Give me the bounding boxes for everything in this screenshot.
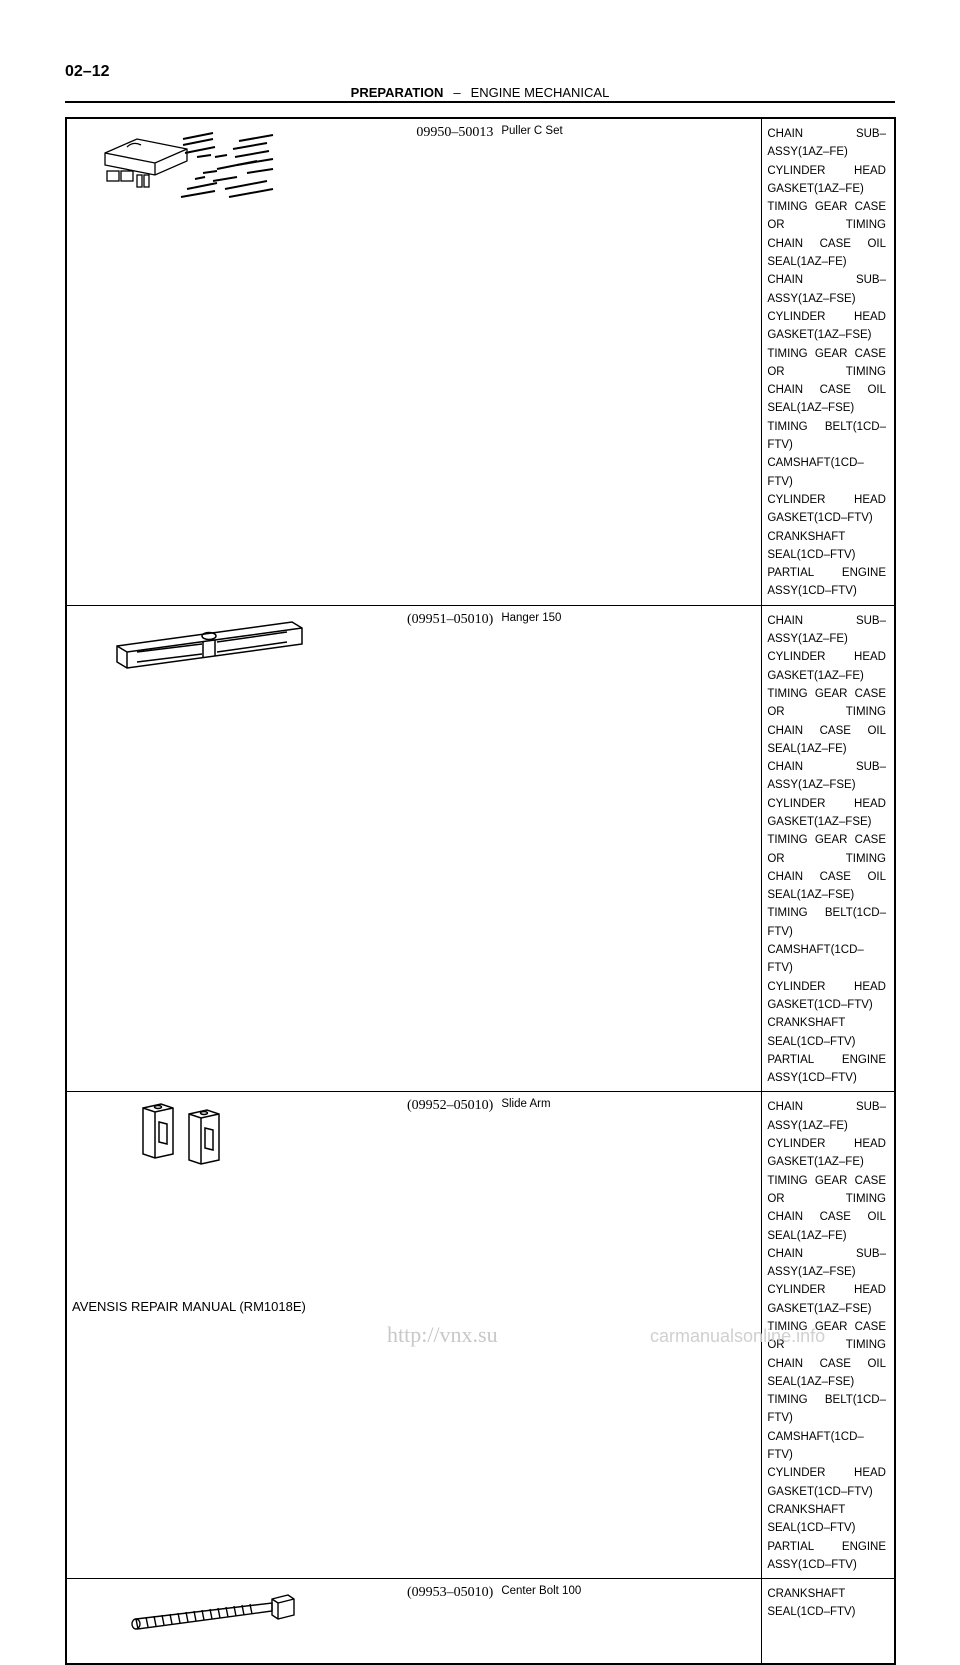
section-title: PREPARATION: [350, 85, 444, 100]
usage-line: GASKET(1CD–FTV): [767, 1485, 873, 1498]
usage-line: CHAIN SUB–ASSY(1AZ–FE): [767, 614, 886, 646]
table-row: [66, 1579, 895, 1664]
center-bolt-icon: [122, 1587, 462, 1647]
tool-usage: [762, 118, 895, 605]
usage-line: CRANKSHAFT SEAL(1CD–FTV): [767, 530, 856, 561]
usage-line: CYLINDER HEAD: [767, 1467, 886, 1480]
usage-line: CAMSHAFT(1CD–FTV): [767, 944, 864, 975]
tool-name: Hanger 150: [501, 605, 762, 1092]
usage-line: GASKET(1AZ–FSE): [767, 1302, 872, 1315]
page-header: [65, 85, 895, 103]
usage-line: CRANKSHAFT SEAL(1CD–FTV): [767, 1503, 856, 1535]
usage-line: CYLINDER HEAD: [767, 310, 886, 323]
usage-line: TIMING BELT(1CD–FTV): [767, 420, 886, 452]
subsection-title: ENGINE MECHANICAL: [470, 85, 610, 100]
slide-arm-icon: [137, 1100, 477, 1170]
part-number: (09951–05010): [407, 605, 501, 1092]
usage-line: CHAIN SUB–ASSY(1AZ–FSE): [767, 1247, 886, 1279]
tool-usage: [762, 1579, 895, 1664]
sst-table: [65, 117, 896, 1665]
usage-line: GASKET(1AZ–FSE): [767, 815, 872, 828]
tool-illustration-cell: [66, 1092, 407, 1579]
tool-usage: [762, 605, 895, 1092]
usage-line: CHAIN SUB–ASSY(1AZ–FE): [767, 128, 886, 159]
usage-line: CYLINDER HEAD GASKET(1AZ–FE): [767, 651, 886, 682]
page-footer: AVENSIS REPAIR MANUAL (RM1018E): [72, 1299, 306, 1314]
usage-line: TIMING BELT(1CD–FTV): [767, 907, 886, 938]
usage-line: CHAIN CASE OIL SEAL(1AZ–FE): [767, 237, 886, 269]
usage-line: PARTIAL ENGINE ASSY(1CD–FTV): [767, 1053, 886, 1085]
usage-line: CHAIN SUB–ASSY(1AZ–FSE): [767, 761, 886, 792]
usage-line: PARTIAL ENGINE ASSY(1CD–FTV): [767, 567, 886, 598]
usage-line: CYLINDER HEAD: [767, 980, 886, 993]
usage-line: TIMING GEAR CASE OR TIMING: [767, 347, 886, 378]
usage-line: CYLINDER HEAD: [767, 797, 886, 810]
usage-line: TIMING GEAR CASE OR TIMING: [767, 687, 886, 719]
watermark-text: carmanualsonline.info: [650, 1326, 826, 1346]
usage-line: CYLINDER HEAD: [767, 493, 886, 506]
usage-line: CHAIN CASE OIL SEAL(1AZ–FSE): [767, 1357, 886, 1388]
usage-line: TIMING GEAR CASE OR TIMING: [767, 1174, 886, 1205]
tool-illustration-cell: [66, 1579, 407, 1664]
puller-set-box-icon: [97, 127, 437, 217]
tool-name: Slide Arm: [501, 1092, 762, 1579]
tool-illustration-cell: [66, 118, 407, 605]
usage-line: CAMSHAFT(1CD–FTV): [767, 457, 864, 488]
tool-name: Center Bolt 100: [501, 1579, 762, 1664]
usage-line: GASKET(1CD–FTV): [767, 512, 873, 525]
usage-line: CHAIN SUB–ASSY(1AZ–FE): [767, 1101, 886, 1132]
usage-line: CAMSHAFT(1CD–FTV): [767, 1430, 864, 1462]
hanger-bar-icon: [107, 618, 447, 688]
tool-illustration-cell: [66, 605, 407, 1092]
usage-line: PARTIAL ENGINE ASSY(1CD–FTV): [767, 1540, 886, 1571]
usage-line: CHAIN CASE OIL SEAL(1AZ–FE): [767, 1211, 886, 1242]
usage-line: CYLINDER HEAD: [767, 1284, 886, 1297]
table-row: [66, 118, 895, 605]
part-number: 09950–50013: [416, 125, 494, 140]
usage-line: GASKET(1CD–FTV): [767, 998, 873, 1011]
usage-line: GASKET(1AZ–FSE): [767, 329, 872, 342]
usage-line: CRANKSHAFT SEAL(1CD–FTV): [767, 1017, 856, 1048]
part-number: (09952–05010): [407, 1092, 501, 1579]
usage-line: CHAIN SUB–ASSY(1AZ–FSE): [767, 274, 886, 305]
usage-line: CYLINDER HEAD GASKET(1AZ–FE): [767, 164, 886, 195]
watermark-link[interactable]: http://vnx.su: [387, 1322, 498, 1347]
usage-line: CRANKSHAFT SEAL(1CD–FTV): [767, 1588, 856, 1619]
usage-line: CHAIN CASE OIL SEAL(1AZ–FSE): [767, 384, 886, 415]
tool-name: Puller C Set: [501, 118, 762, 605]
usage-line: TIMING GEAR CASE OR TIMING: [767, 201, 886, 232]
usage-line: TIMING BELT(1CD–FTV): [767, 1394, 886, 1425]
usage-line: TIMING GEAR CASE OR TIMING: [767, 1321, 886, 1352]
usage-line: CYLINDER HEAD GASKET(1AZ–FE): [767, 1138, 886, 1169]
usage-line: CHAIN CASE OIL SEAL(1AZ–FSE): [767, 870, 886, 902]
header-separator: –: [453, 85, 461, 100]
table-row: [66, 605, 895, 1092]
usage-line: CHAIN CASE OIL SEAL(1AZ–FE): [767, 724, 886, 755]
part-number: (09953–05010): [407, 1579, 501, 1664]
page-number: 02–12: [65, 63, 110, 80]
usage-line: TIMING GEAR CASE OR TIMING: [767, 834, 886, 865]
